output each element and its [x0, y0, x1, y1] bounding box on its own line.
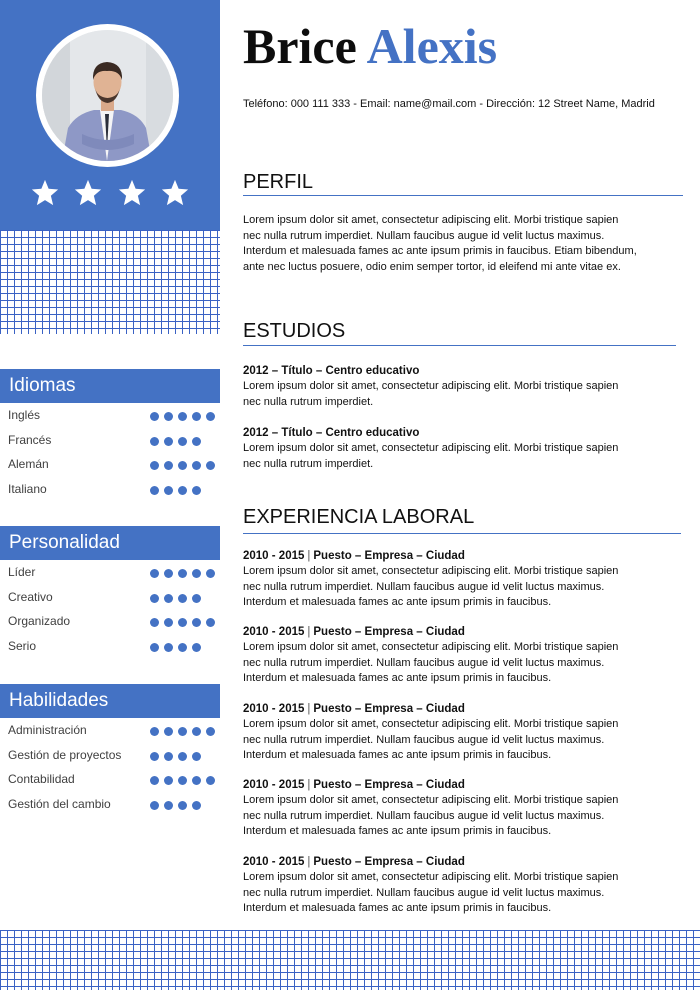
first-name: Brice: [243, 18, 357, 74]
experiencia-entry-body: Lorem ipsum dolor sit amet, consectetur adipiscing elit. Morbi tristique sapien nec nulla rutrum imperdiet. Nullam faucibus augue id velit luctus maximus. Interdum et malesuada fames ac ante ipsum primis in faucibus.: [243, 871, 619, 914]
level-dot-icon: [178, 727, 187, 736]
skill-level-dots: [150, 594, 201, 603]
level-dot-icon: [164, 486, 173, 495]
idiomas-list: [0, 405, 220, 503]
perfil-text: Lorem ipsum dolor sit amet, consectetur adipiscing elit. Morbi tristique sapien nec nulla rutrum imperdiet. Nullam faucibus augue id velit luctus maximus. Interdum et malesuada fames ac ante ipsum primis in faucibus. Etiam bibendum, ante nec luctus posuere, odio enim semper tortor, id eleifend mi ante vitae ex.: [243, 214, 637, 273]
skill-row: [0, 587, 220, 612]
level-dot-icon: [192, 412, 201, 421]
level-dot-icon: [192, 727, 201, 736]
star-icon: [117, 178, 147, 208]
experiencia-role: Puesto – Empresa – Ciudad: [313, 856, 465, 868]
star-rating: [30, 178, 190, 214]
level-dot-icon: [192, 594, 201, 603]
perfil-title: PERFIL: [243, 171, 314, 193]
level-dot-icon: [206, 569, 215, 578]
perfil-divider: [243, 195, 683, 196]
habilidades-list: [0, 720, 220, 818]
level-dot-icon: [164, 461, 173, 470]
estudios-entry: [243, 426, 643, 472]
experiencia-entry: [243, 702, 643, 764]
skill-label: Alemán: [8, 457, 49, 471]
experiencia-entry: [243, 625, 643, 687]
experiencia-entry: [243, 549, 643, 611]
experiencia-entry-head: [243, 778, 643, 793]
skill-label: Gestión de proyectos: [8, 747, 122, 762]
separator: |: [307, 779, 311, 791]
level-dot-icon: [178, 594, 187, 603]
experiencia-entry: [243, 855, 643, 917]
level-dot-icon: [164, 727, 173, 736]
experiencia-role: Puesto – Empresa – Ciudad: [313, 626, 465, 638]
star-icon: [160, 178, 190, 208]
skill-label: Contabilidad: [8, 772, 75, 786]
level-dot-icon: [206, 412, 215, 421]
skill-label: Inglés: [8, 408, 41, 422]
level-dot-icon: [178, 752, 187, 761]
level-dot-icon: [164, 801, 173, 810]
skill-label: Italiano: [8, 481, 47, 496]
profile-photo: [42, 30, 173, 161]
level-dot-icon: [164, 594, 173, 603]
level-dot-icon: [192, 776, 201, 785]
level-dot-icon: [150, 594, 159, 603]
level-dot-icon: [164, 412, 173, 421]
estudios-entry-head: 2012 – Título – Centro educativo: [243, 365, 420, 377]
skill-level-dots: [150, 801, 201, 810]
skill-row: [0, 479, 220, 504]
star-icon: [30, 178, 60, 208]
experiencia-years: 2010 - 2015: [243, 626, 305, 638]
level-dot-icon: [178, 437, 187, 446]
skill-label: Organizado: [8, 614, 71, 628]
experiencia-divider: [243, 533, 681, 534]
level-dot-icon: [192, 643, 201, 652]
skill-level-dots: [150, 486, 201, 495]
level-dot-icon: [192, 437, 201, 446]
level-dot-icon: [150, 486, 159, 495]
skill-row: [0, 430, 220, 455]
skill-row: [0, 405, 220, 430]
level-dot-icon: [178, 569, 187, 578]
level-dot-icon: [150, 776, 159, 785]
contact-line: Teléfono: 000 111 333 - Email: name@mail.com - Dirección: 12 Street Name, Madrid: [243, 98, 655, 110]
skill-row: [0, 636, 220, 661]
experiencia-entry-head: [243, 549, 643, 564]
level-dot-icon: [164, 618, 173, 627]
skill-row: [0, 611, 220, 636]
person-portrait-icon: [42, 30, 173, 161]
skill-level-dots: [150, 643, 201, 652]
level-dot-icon: [164, 752, 173, 761]
separator: |: [307, 550, 311, 562]
level-dot-icon: [206, 461, 215, 470]
skill-row: [0, 769, 220, 794]
experiencia-role: Puesto – Empresa – Ciudad: [313, 550, 465, 562]
skill-row: [0, 794, 220, 819]
level-dot-icon: [164, 643, 173, 652]
experiencia-title: EXPERIENCIA LABORAL: [243, 506, 475, 528]
estudios-divider: [243, 345, 676, 346]
star-icon: [73, 178, 103, 208]
estudios-entry-body: Lorem ipsum dolor sit amet, consectetur adipiscing elit. Morbi tristique sapien nec nulla rutrum imperdiet.: [243, 442, 619, 470]
estudios-entry-body: Lorem ipsum dolor sit amet, consectetur adipiscing elit. Morbi tristique sapien nec nulla rutrum imperdiet.: [243, 380, 619, 408]
sidebar-grid-pattern: [0, 230, 220, 334]
personalidad-list: [0, 562, 220, 660]
level-dot-icon: [178, 618, 187, 627]
footer-grid-pattern: [0, 930, 700, 990]
skill-row: [0, 720, 220, 745]
estudios-entry: [243, 364, 643, 410]
level-dot-icon: [178, 461, 187, 470]
skill-label: Serio: [8, 638, 37, 653]
experiencia-years: 2010 - 2015: [243, 703, 305, 715]
experiencia-entry: [243, 778, 643, 840]
experiencia-entry-head: [243, 702, 643, 717]
skill-level-dots: [150, 412, 215, 421]
level-dot-icon: [206, 727, 215, 736]
skill-row: [0, 745, 220, 770]
level-dot-icon: [178, 801, 187, 810]
skill-level-dots: [150, 752, 201, 761]
estudios-title: ESTUDIOS: [243, 320, 346, 342]
level-dot-icon: [206, 776, 215, 785]
estudios-entry-head: 2012 – Título – Centro educativo: [243, 427, 420, 439]
sidebar-header-panel: [0, 0, 220, 230]
level-dot-icon: [150, 801, 159, 810]
level-dot-icon: [192, 569, 201, 578]
level-dot-icon: [164, 569, 173, 578]
experiencia-entry-head: [243, 855, 643, 870]
separator: |: [307, 626, 311, 638]
level-dot-icon: [150, 461, 159, 470]
level-dot-icon: [178, 643, 187, 652]
separator: |: [307, 703, 311, 715]
level-dot-icon: [150, 437, 159, 446]
experiencia-years: 2010 - 2015: [243, 779, 305, 791]
level-dot-icon: [178, 776, 187, 785]
personalidad-header: Personalidad: [0, 526, 220, 560]
level-dot-icon: [150, 569, 159, 578]
skill-level-dots: [150, 776, 215, 785]
level-dot-icon: [192, 801, 201, 810]
experiencia-entry-body: Lorem ipsum dolor sit amet, consectetur adipiscing elit. Morbi tristique sapien nec nulla rutrum imperdiet. Nullam faucibus augue id velit luctus maximus. Interdum et malesuada fames ac ante ipsum primis in faucibus.: [243, 718, 619, 761]
skill-label: Francés: [8, 432, 52, 447]
experiencia-entry-body: Lorem ipsum dolor sit amet, consectetur adipiscing elit. Morbi tristique sapien nec nulla rutrum imperdiet. Nullam faucibus augue id velit luctus maximus. Interdum et malesuada fames ac ante ipsum primis in faucibus.: [243, 794, 619, 837]
skill-row: [0, 562, 220, 587]
skill-label: Líder: [8, 565, 36, 579]
candidate-name: [243, 16, 497, 76]
skill-level-dots: [150, 618, 215, 627]
skill-level-dots: [150, 461, 215, 470]
skill-level-dots: [150, 569, 215, 578]
last-name: Alexis: [366, 18, 498, 74]
level-dot-icon: [164, 437, 173, 446]
level-dot-icon: [192, 486, 201, 495]
skill-level-dots: [150, 437, 201, 446]
level-dot-icon: [206, 618, 215, 627]
level-dot-icon: [150, 752, 159, 761]
profile-photo-frame: [36, 24, 179, 167]
skill-row: [0, 454, 220, 479]
level-dot-icon: [192, 618, 201, 627]
separator: |: [307, 856, 311, 868]
level-dot-icon: [150, 412, 159, 421]
idiomas-header: Idiomas: [0, 369, 220, 403]
experiencia-years: 2010 - 2015: [243, 550, 305, 562]
experiencia-entry-body: Lorem ipsum dolor sit amet, consectetur adipiscing elit. Morbi tristique sapien nec nulla rutrum imperdiet. Nullam faucibus augue id velit luctus maximus. Interdum et malesuada fames ac ante ipsum primis in faucibus.: [243, 641, 619, 684]
experiencia-entry-head: [243, 625, 643, 640]
level-dot-icon: [192, 752, 201, 761]
level-dot-icon: [150, 618, 159, 627]
level-dot-icon: [192, 461, 201, 470]
level-dot-icon: [150, 643, 159, 652]
level-dot-icon: [178, 412, 187, 421]
experiencia-years: 2010 - 2015: [243, 856, 305, 868]
level-dot-icon: [150, 727, 159, 736]
experiencia-role: Puesto – Empresa – Ciudad: [313, 703, 465, 715]
experiencia-entry-body: Lorem ipsum dolor sit amet, consectetur adipiscing elit. Morbi tristique sapien nec nulla rutrum imperdiet. Nullam faucibus augue id velit luctus maximus. Interdum et malesuada fames ac ante ipsum primis in faucibus.: [243, 565, 619, 608]
level-dot-icon: [164, 776, 173, 785]
experiencia-role: Puesto – Empresa – Ciudad: [313, 779, 465, 791]
skill-label: Administración: [8, 723, 87, 737]
skill-label: Gestión del cambio: [8, 796, 111, 811]
habilidades-header: Habilidades: [0, 684, 220, 718]
skill-label: Creativo: [8, 589, 53, 604]
skill-level-dots: [150, 727, 215, 736]
level-dot-icon: [178, 486, 187, 495]
